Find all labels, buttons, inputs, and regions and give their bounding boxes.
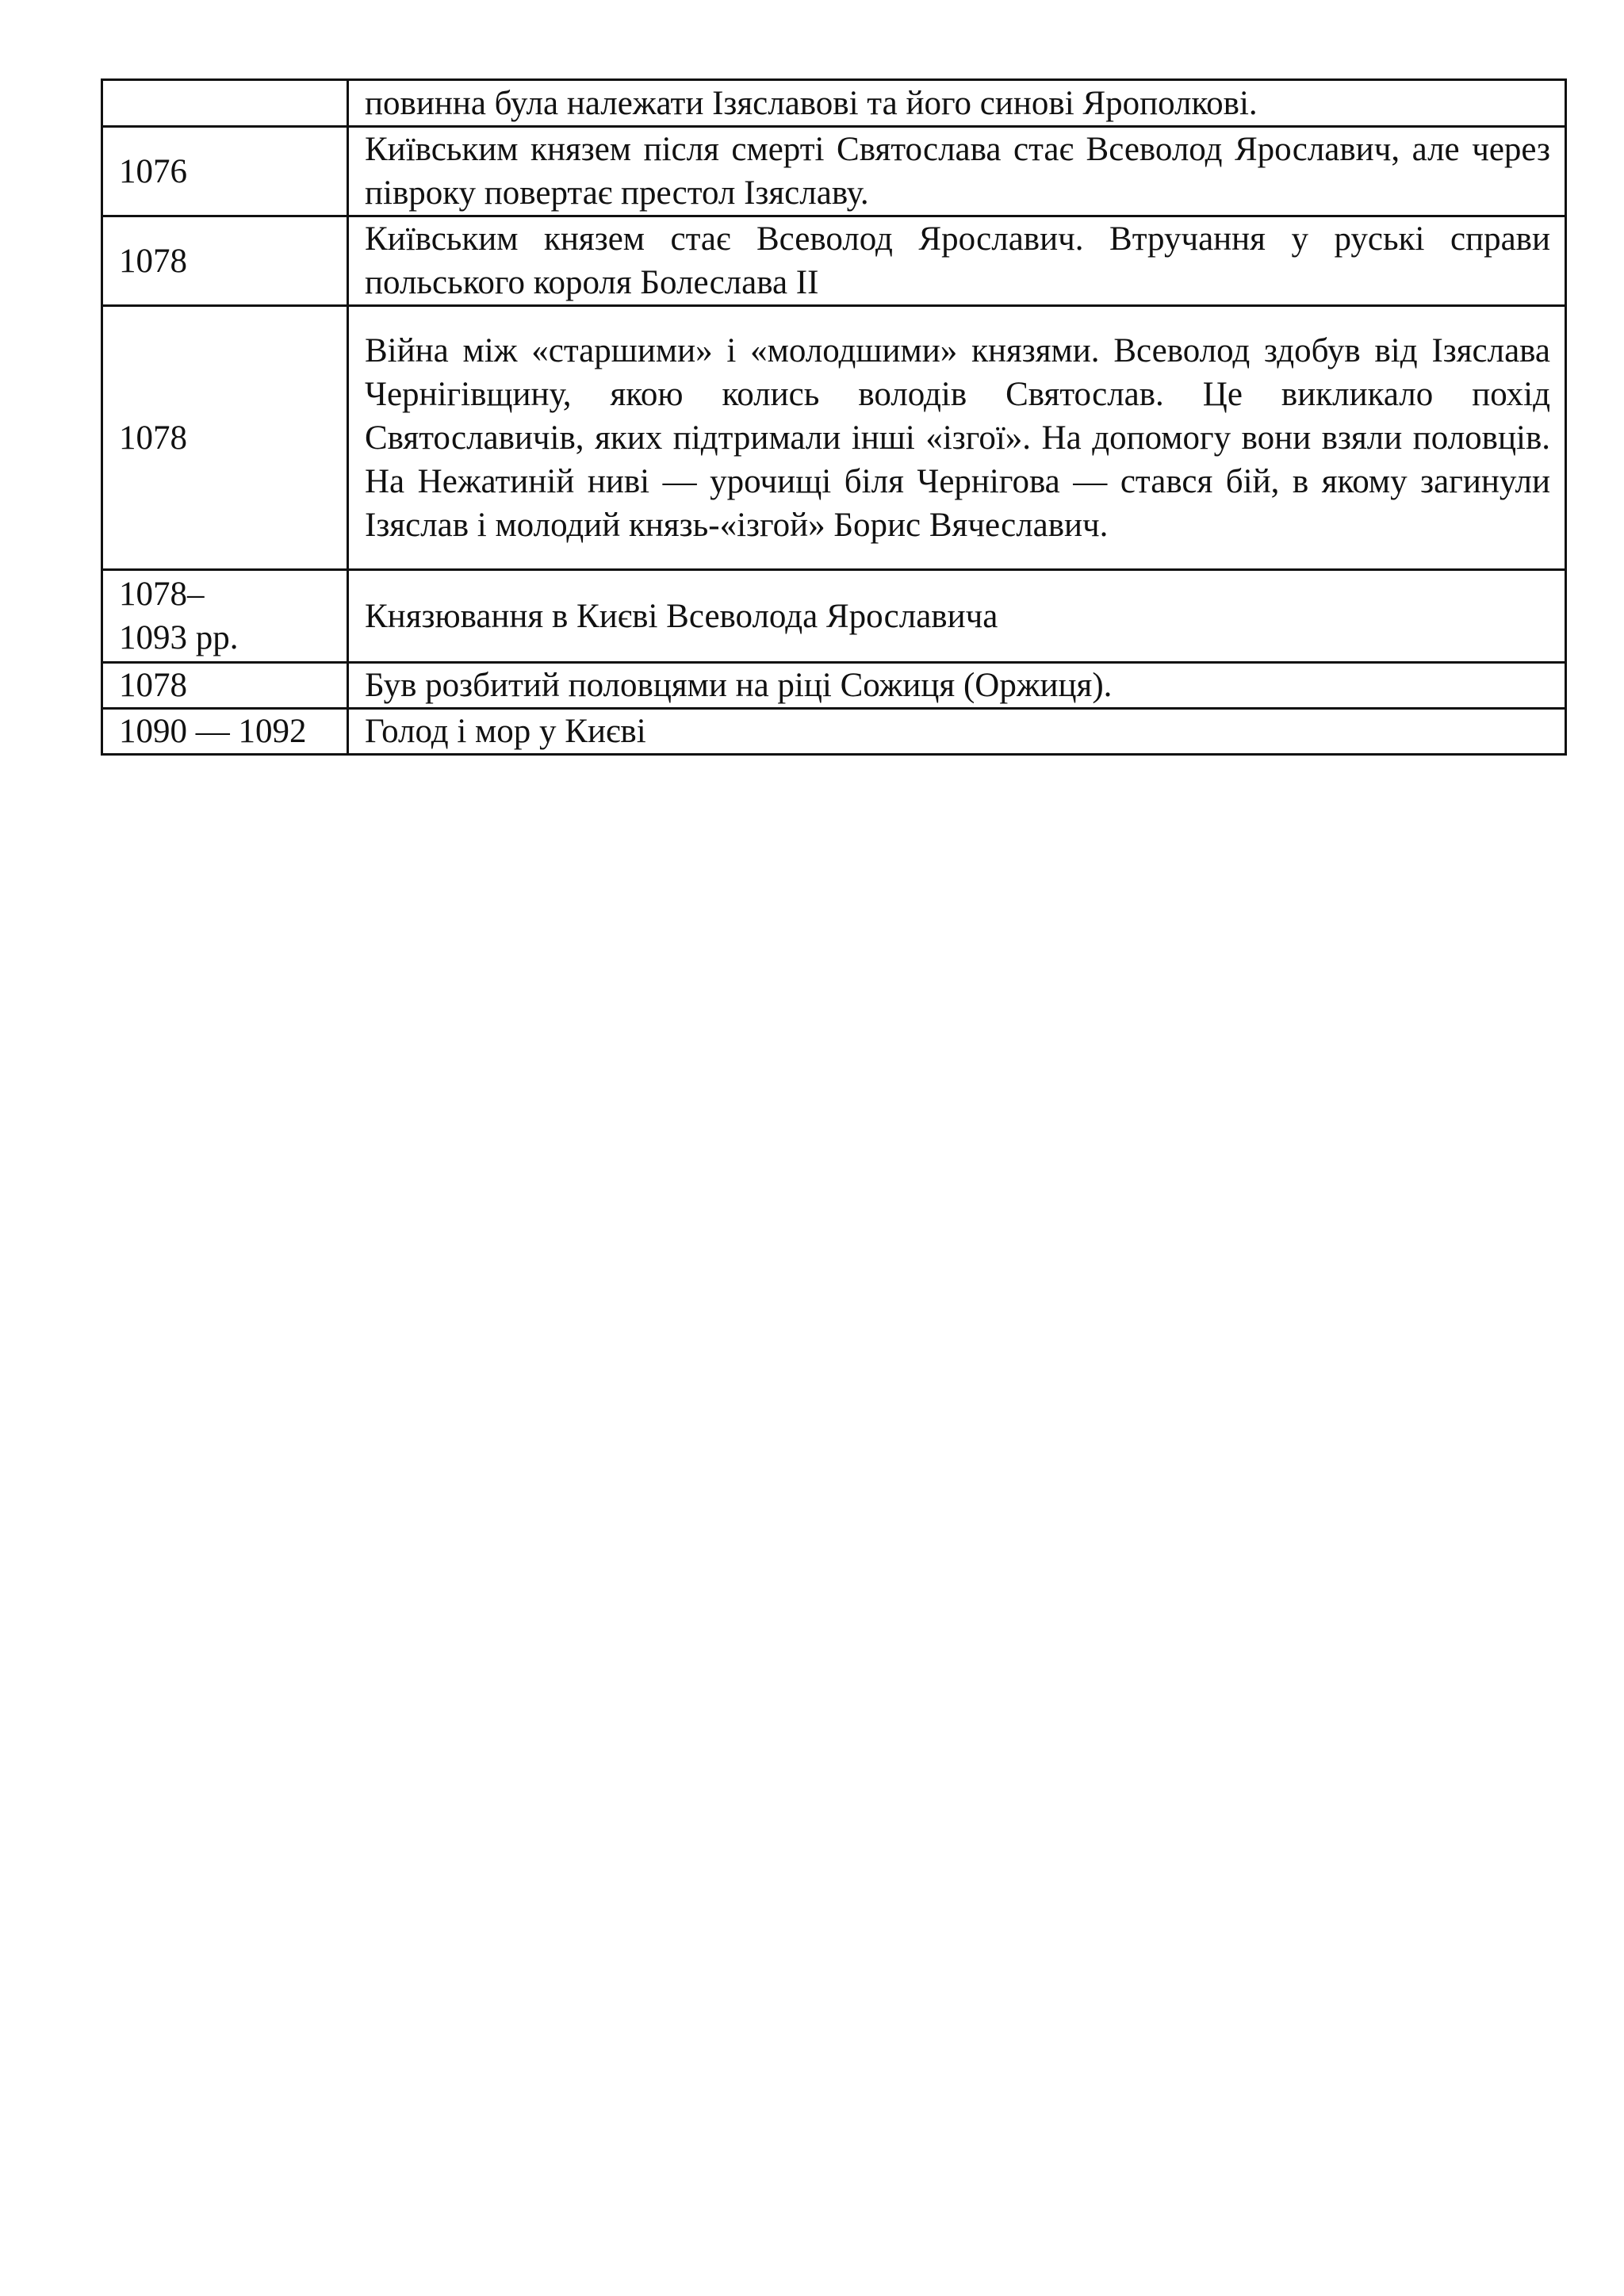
date-cell bbox=[102, 216, 348, 306]
event-cell bbox=[348, 127, 1566, 216]
date-text: 1078 bbox=[119, 419, 187, 457]
table-row bbox=[102, 127, 1566, 216]
event-text: Війна між «старшими» і «молодшими» князями. Всеволод здобув від Ізяслава Чернігівщину, якою колись володів Святослав. Це викликало похід Святославичів, яких підтримали інші «ізгої». На допомогу вони взяли половців. На Нежатиній ниві — урочищі біля Чернігова — стався бій, в якому загинули Ізяслав і молодий князь-«ізгой» Борис Вячеславич. bbox=[365, 331, 1550, 544]
event-text: повинна була належати Ізяславові та його синові Ярополкові. bbox=[365, 84, 1258, 122]
date-cell bbox=[102, 80, 348, 127]
table-row bbox=[102, 306, 1566, 570]
date-text: 1078 bbox=[119, 667, 187, 704]
date-text: 1078 bbox=[119, 242, 187, 280]
event-text: Київським князем після смерті Святослава стає Всеволод Ярославич, але через півроку повертає престол Ізяславу. bbox=[365, 131, 1550, 212]
table-row bbox=[102, 216, 1566, 306]
event-text: Київським князем стає Всеволод Ярославич. Втручання у руські справи польського короля Болеслава ІІ bbox=[365, 220, 1550, 301]
table-row bbox=[102, 80, 1566, 127]
event-cell bbox=[348, 80, 1566, 127]
date-cell bbox=[102, 127, 348, 216]
table-row bbox=[102, 663, 1566, 709]
date-cell bbox=[102, 306, 348, 570]
event-cell bbox=[348, 216, 1566, 306]
event-cell bbox=[348, 570, 1566, 663]
table-row bbox=[102, 570, 1566, 663]
date-text: 1078– 1093 рр. bbox=[119, 576, 239, 656]
date-cell bbox=[102, 709, 348, 755]
chronology-table bbox=[101, 78, 1567, 756]
event-cell bbox=[348, 663, 1566, 709]
date-cell bbox=[102, 663, 348, 709]
event-text: Був розбитий половцями на ріці Сожиця (Оржиця). bbox=[365, 667, 1113, 704]
event-cell bbox=[348, 306, 1566, 570]
date-text: 1076 bbox=[119, 152, 187, 190]
date-text: 1090 — 1092 bbox=[119, 713, 307, 750]
table-row bbox=[102, 709, 1566, 755]
event-cell bbox=[348, 709, 1566, 755]
event-text: Голод і мор у Києві bbox=[365, 713, 646, 750]
event-text: Князювання в Києві Всеволода Ярославича bbox=[365, 597, 998, 635]
date-cell bbox=[102, 570, 348, 663]
